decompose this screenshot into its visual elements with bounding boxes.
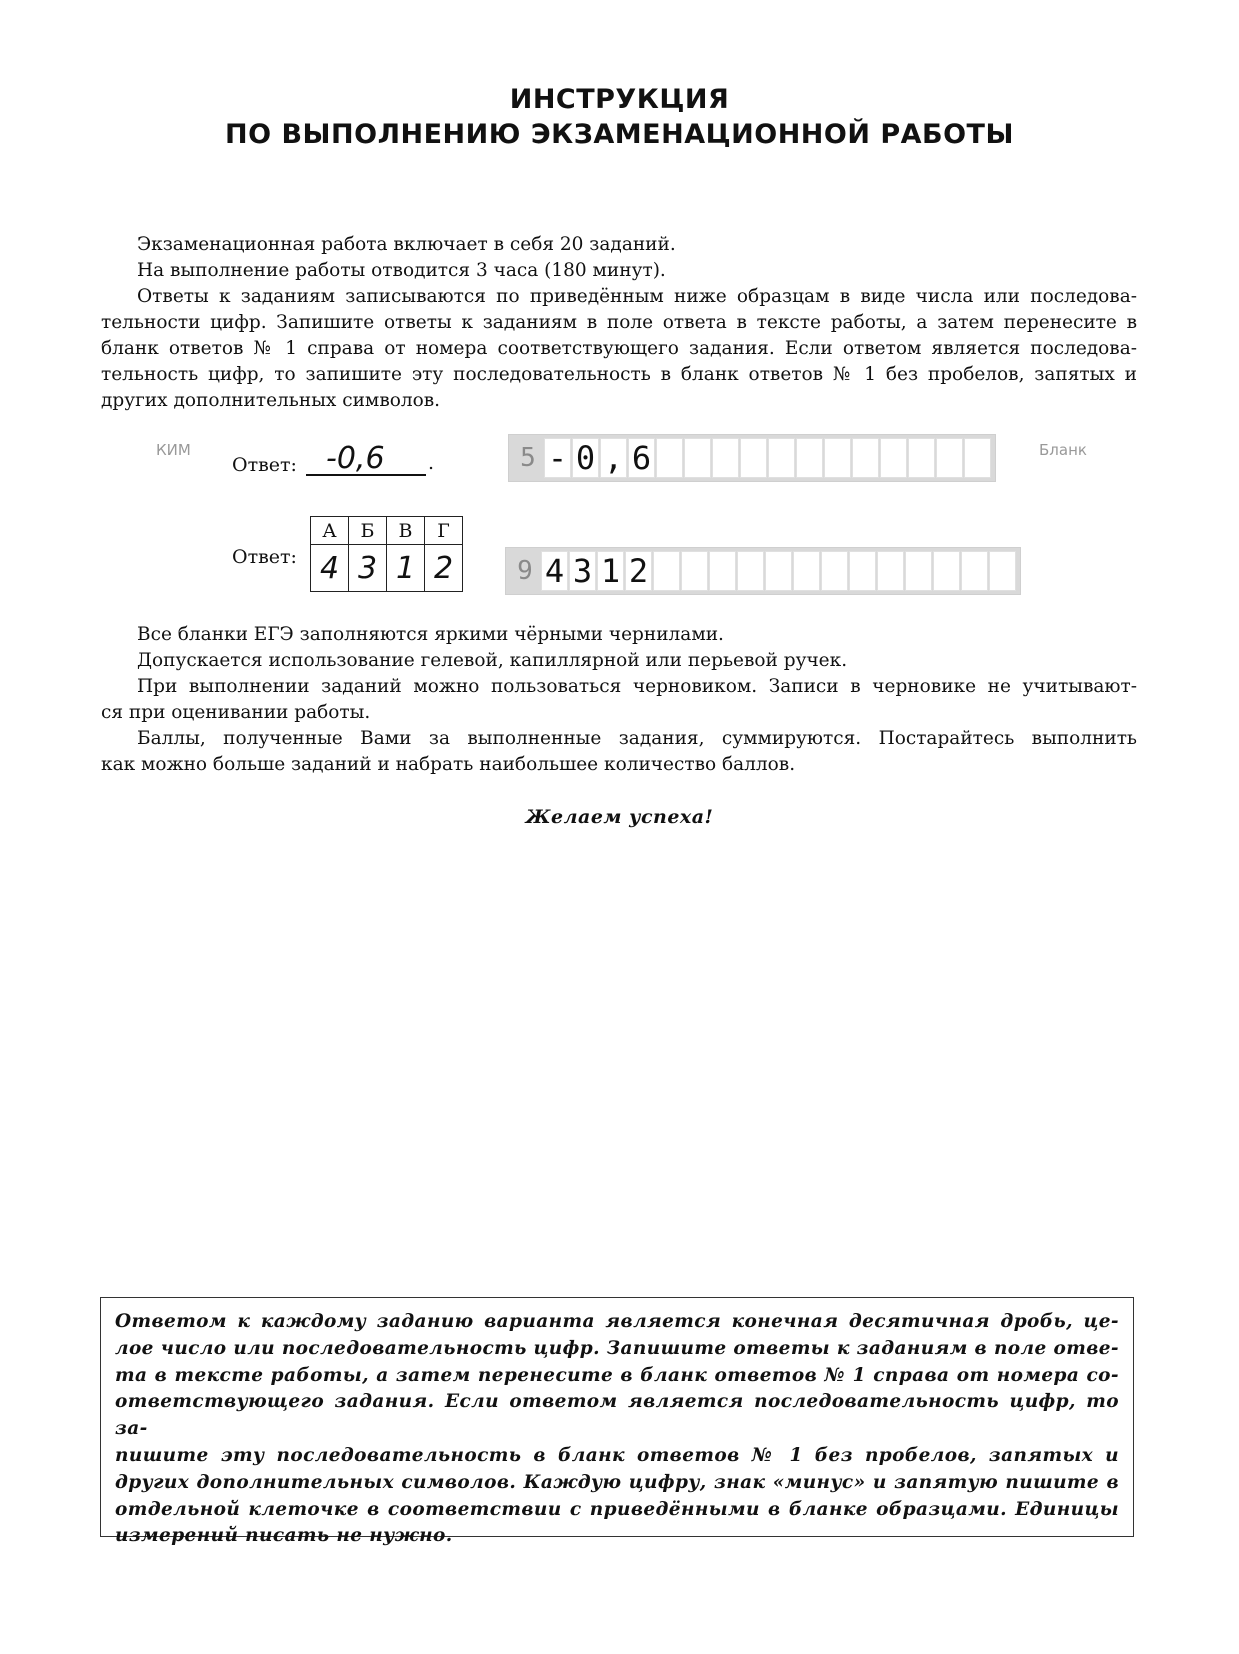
task-number: 9 (509, 551, 541, 591)
table-value-cell: 4 (311, 545, 349, 592)
intro-p3-line (101, 284, 1137, 310)
table-header-cell: А (311, 517, 349, 545)
rules-paragraph-4 (101, 726, 1137, 778)
answer-cell: 6 (628, 438, 655, 478)
intro-p2-text: На выполнение работы отводится 3 часа (180 минут). (137, 260, 666, 281)
note-line: лое число или последовательность цифр. Запишите ответы к заданиям в поле отве- (115, 1337, 1120, 1359)
answer-cell (880, 438, 907, 478)
answer-cell (821, 551, 848, 591)
answer-cell (824, 438, 851, 478)
blank-label: Бланк (1039, 441, 1087, 459)
intro-p3-line-text: Ответы к заданиям записываются по приведённым ниже образцам в виде числа или последова- (137, 286, 1137, 307)
answer-cell (712, 438, 739, 478)
note-line (115, 1309, 1119, 1336)
note-line: пишите эту последовательность в бланк ответов № 1 без пробелов, запятых и (115, 1444, 1119, 1466)
rules-p6-line1-text: При выполнении заданий можно пользоваться черновиком. Записи в черновике не учитывают- (137, 676, 1137, 697)
rules-p7-line: как можно больше заданий и набрать наибольшее количество баллов. (101, 754, 796, 775)
answer-blank-row-1 (508, 434, 996, 482)
task-number: 5 (512, 438, 544, 478)
rules-p6-line (101, 674, 1137, 700)
note-line: других дополнительных символов. Каждую цифру, знак «минус» и запятую пишите в (115, 1471, 1119, 1493)
answer-label-2: Ответ: (232, 546, 297, 568)
answer-cell (908, 438, 935, 478)
answer-cell (765, 551, 792, 591)
answer-cell (961, 551, 988, 591)
kim-label: КИМ (156, 441, 191, 459)
table-header-cell: Г (425, 517, 463, 545)
answer-cell (936, 438, 963, 478)
answer-cell (684, 438, 711, 478)
intro-p1-text: Экзаменационная работа включает в себя 20 заданий. (137, 234, 676, 255)
answer-cell (656, 438, 683, 478)
answer-blank-row-2 (505, 547, 1021, 595)
rules-p5-text: Допускается использование гелевой, капиллярной или перьевой ручек. (137, 650, 848, 671)
note-text (115, 1309, 1119, 1550)
rules-p7-line1-text: Баллы, полученные Вами за выполненные задания, суммируются. Постарайтесь выполнить (137, 728, 1137, 749)
answer-cell: 4 (541, 551, 568, 591)
rules-paragraph-2 (101, 648, 1137, 674)
table-header-cell: Б (349, 517, 387, 545)
rules-paragraph-3 (101, 674, 1137, 726)
answer-cell (768, 438, 795, 478)
answer-cell: , (600, 438, 627, 478)
intro-paragraph-1 (101, 232, 1137, 258)
answer-cell: - (544, 438, 571, 478)
table-value-cell: 1 (387, 545, 425, 592)
answer-cell (793, 551, 820, 591)
page-title-line1: ИНСТРУКЦИЯ (509, 84, 730, 115)
intro-p3-line: других дополнительных символов. (101, 390, 441, 411)
note-line: та в тексте работы, а затем перенесите в бланк ответов № 1 справа от номера со- (115, 1364, 1119, 1386)
abvg-answer-table (310, 516, 463, 592)
answer-cell (709, 551, 736, 591)
table-header-cell: В (387, 517, 425, 545)
answer-cell (653, 551, 680, 591)
intro-p3-line: тельность цифр, то запишите эту последовательность в бланк ответов № 1 без пробелов, запятых и (101, 364, 1137, 385)
answer-cell (933, 551, 960, 591)
answer-cell: 2 (625, 551, 652, 591)
note-box (100, 1297, 1134, 1547)
note-line: отдельной клеточке в соответствии с приведёнными в бланке образцами. Единицы (115, 1498, 1119, 1520)
answer-cell (989, 551, 1016, 591)
closing-wish: Желаем успеха! (525, 806, 714, 828)
answer-cell (849, 551, 876, 591)
answer-cell (796, 438, 823, 478)
rules-paragraph-1 (101, 622, 1137, 648)
note-line: ответствующего задания. Если ответом является последовательность цифр, то за- (115, 1391, 1119, 1440)
note-line: измерений писать не нужно. (115, 1525, 453, 1547)
table-value-cell: 2 (425, 545, 463, 592)
answer-cell (740, 438, 767, 478)
answer-cell (852, 438, 879, 478)
page-title-line2: ПО ВЫПОЛНЕНИЮ ЭКЗАМЕНАЦИОННОЙ РАБОТЫ (225, 119, 1014, 150)
answer-cell (905, 551, 932, 591)
answer-dot: . (428, 452, 435, 474)
answer-cell: 3 (569, 551, 596, 591)
rules-p6-line: ся при оценивании работы. (101, 702, 371, 723)
answer-cell: 0 (572, 438, 599, 478)
answer-cell (737, 551, 764, 591)
note-line-text: Ответом к каждому заданию варианта является конечная десятичная дробь, це- (115, 1311, 1119, 1332)
answer-cell (964, 438, 991, 478)
intro-p3-line: бланк ответов № 1 справа от номера соответствующего задания. Если ответом является последова- (101, 338, 1137, 359)
answer-label-1: Ответ: (232, 454, 297, 476)
intro-p3-line: тельности цифр. Запишите ответы к заданиям в поле ответа в тексте работы, а затем перенесите в (101, 312, 1137, 333)
handwritten-answer: -0,6 (306, 442, 426, 476)
table-value-cell: 3 (349, 545, 387, 592)
intro-paragraph-2 (101, 258, 1137, 284)
answer-cell (877, 551, 904, 591)
rules-p4-text: Все бланки ЕГЭ заполняются яркими чёрными чернилами. (137, 624, 724, 645)
rules-p7-line (101, 726, 1137, 752)
answer-cell (681, 551, 708, 591)
intro-paragraph-3 (101, 284, 1137, 414)
answer-cell: 1 (597, 551, 624, 591)
